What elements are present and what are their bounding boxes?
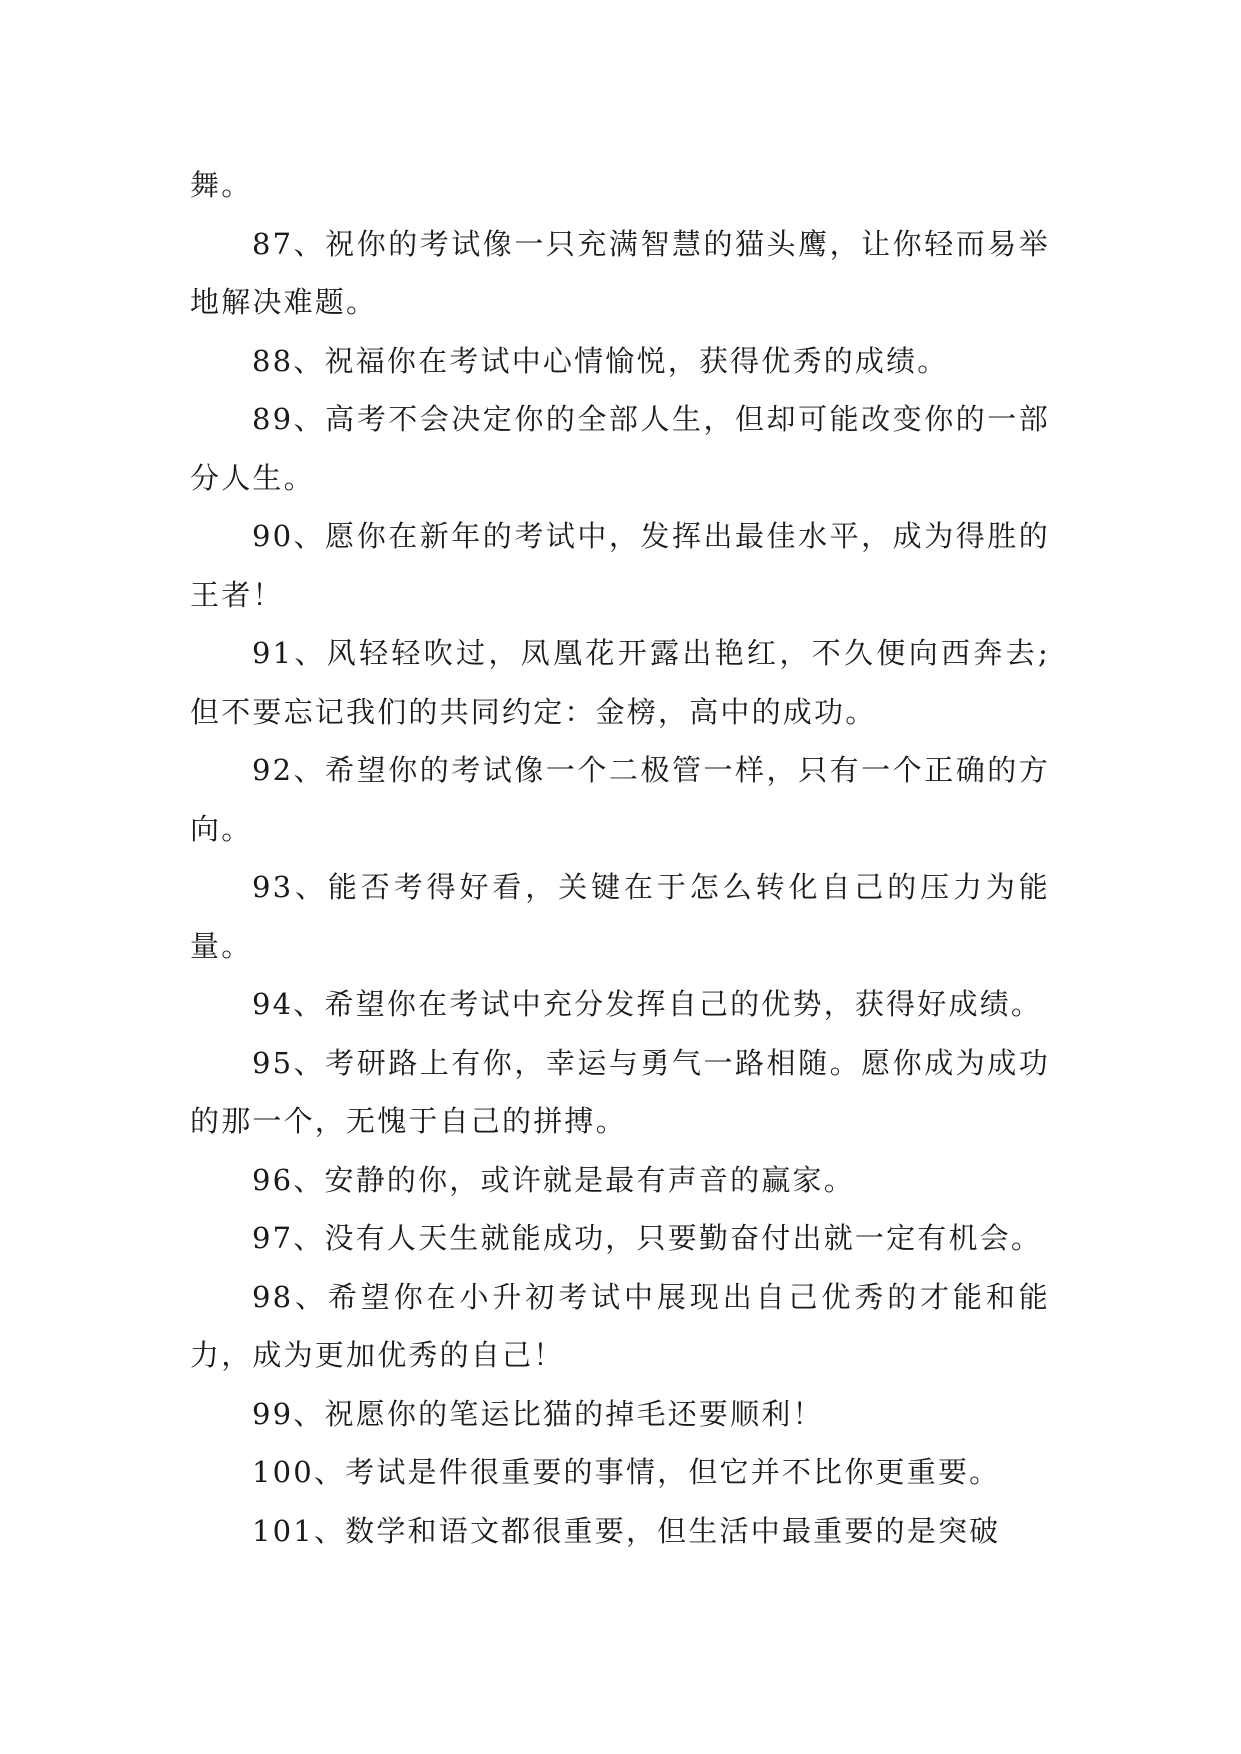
paragraph-101: 101、数学和语文都很重要，但生活中最重要的是突破 bbox=[252, 1513, 1001, 1548]
paragraph-93: 93、能否考得好看，关键在于怎么转化自己的压力为能量。 bbox=[190, 870, 1050, 963]
paragraph-87: 87、祝你的考试像一只充满智慧的猫头鹰，让你轻而易举地解决难题。 bbox=[190, 226, 1050, 319]
paragraph-90: 90、愿你在新年的考试中，发挥出最佳水平，成为得胜的王者！ bbox=[190, 519, 1050, 612]
paragraph-99: 99、祝愿你的笔运比猫的掉毛还要顺利！ bbox=[252, 1396, 824, 1431]
paragraph-94: 94、希望你在考试中充分发挥自己的优势，获得好成绩。 bbox=[252, 987, 1043, 1021]
paragraph-continuation: 舞。 bbox=[190, 168, 253, 202]
paragraph-100: 100、考试是件很重要的事情，但它并不比你更重要。 bbox=[252, 1455, 1001, 1489]
document-body bbox=[190, 156, 1050, 1560]
paragraph-89: 89、高考不会决定你的全部人生，但却可能改变你的一部分人生。 bbox=[190, 402, 1050, 495]
paragraph-91: 91、风轻轻吹过，凤凰花开露出艳红，不久便向西奔去;但不要忘记我们的共同约定：金榜，高中的成功。 bbox=[190, 636, 1050, 729]
paragraph-92: 92、希望你的考试像一个二极管一样，只有一个正确的方向。 bbox=[190, 753, 1050, 846]
paragraph-96: 96、安静的你，或许就是最有声音的赢家。 bbox=[252, 1162, 855, 1197]
paragraph-98: 98、希望你在小升初考试中展现出自己优秀的才能和能力，成为更加优秀的自己！ bbox=[190, 1279, 1050, 1372]
paragraph-95: 95、考研路上有你，幸运与勇气一路相随。愿你成为成功的那一个，无愧于自己的拼搏。 bbox=[190, 1045, 1050, 1138]
paragraph-97: 97、没有人天生就能成功，只要勤奋付出就一定有机会。 bbox=[252, 1221, 1043, 1255]
paragraph-88: 88、祝福你在考试中心情愉悦，获得优秀的成绩。 bbox=[252, 343, 949, 378]
